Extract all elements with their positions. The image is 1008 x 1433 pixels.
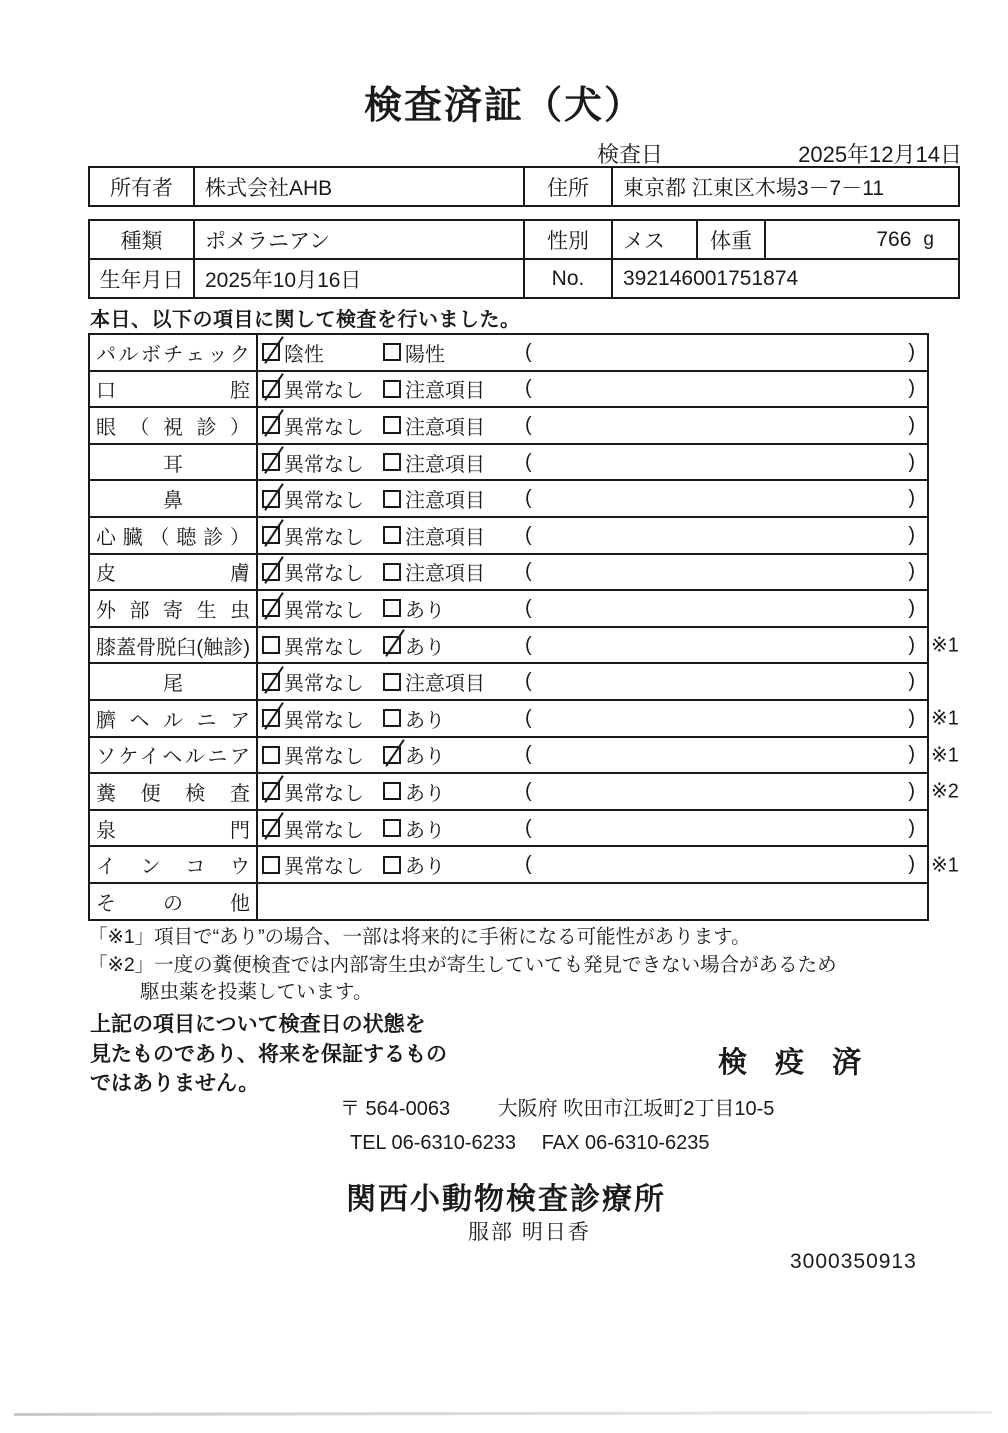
checklist-row-body [258,591,927,626]
checklist-item-label-text: 皮膚 [96,563,250,586]
checklist-option [383,411,525,440]
checklist-option [383,484,525,513]
remarks-paren-close: ) [908,779,915,802]
checklist-option-label: 陰性 [284,343,324,366]
remarks-paren-close: ) [908,340,915,363]
clinic-tel: TEL 06-6310-6233 [350,1132,517,1154]
checklist-row [90,518,927,555]
checklist-option [383,850,525,879]
checklist-option-label: 異常なし [284,782,364,805]
disclaimer-line-2: 見たものであり、将来を保証するもの [90,1042,447,1066]
pet-table [88,219,960,299]
clinic-name: 関西小動物検査診療所 [346,1183,666,1216]
checklist-option-label: 注意項目 [405,563,485,586]
checklist-option [383,557,525,586]
checklist-option-label: あり [405,782,445,805]
quarantine-passed-stamp: 検 疫 済 [718,1047,872,1079]
remarks-paren-open: ( [525,487,532,510]
remarks-paren-open: ( [525,816,532,839]
weight-unit: g [923,228,934,250]
checklist-row-body [258,811,927,846]
checklist-option-label: 異常なし [284,526,364,549]
footnotes [88,924,837,1007]
checkbox-unchecked-icon[interactable] [383,563,401,581]
checklist-option-label: 異常なし [284,380,364,403]
checklist-row [90,701,959,738]
checkbox-checked-icon[interactable] [262,526,280,544]
checkbox-checked-icon[interactable] [262,453,280,471]
checkbox-unchecked-icon[interactable] [383,599,401,617]
checklist-item-label [90,738,258,773]
remarks-paren-close: ) [908,487,915,510]
checklist-option-label: 異常なし [284,416,364,439]
checklist-option-label: あり [405,636,445,659]
breed-label: 種類 [90,221,195,258]
checklist-row-body [258,555,927,590]
checklist-option-label: 異常なし [284,746,364,769]
footnote-mark: ※1 [931,854,959,877]
checklist-row [90,445,927,482]
remarks-paren-open: ( [525,596,532,619]
checklist-item-label-text: 心臓（聴診） [96,526,250,549]
footnote-mark: ※1 [931,744,959,767]
checklist-item-label-text: 眼（視診） [96,416,250,439]
checklist-row [90,335,927,372]
sex-value: メス [613,221,698,258]
pet-table-row-2 [90,260,958,297]
checklist-option [383,667,525,696]
checklist-option [262,777,383,806]
checklist-row-body [258,445,927,480]
checklist-option-label: あり [405,819,445,842]
checklist-item-label [90,335,258,370]
number-value: 392146001751874 [623,266,799,290]
checkbox-checked-icon[interactable] [262,709,280,727]
checklist-option [383,631,525,660]
checkbox-checked-icon[interactable] [262,599,280,617]
checkbox-checked-icon[interactable] [262,819,280,837]
checklist-option-label: 異常なし [284,599,364,622]
checklist-item-label [90,811,258,846]
remarks-paren-open: ( [525,560,532,583]
footnote-mark: ※2 [931,780,959,803]
weight-number: 766 [876,227,912,251]
checkbox-unchecked-icon[interactable] [383,673,401,691]
checklist-item-label [90,628,258,663]
checklist-item-label-text: インコウ [96,856,250,879]
checklist-option-label: 注意項目 [405,453,485,476]
remarks-paren-close: ) [908,450,915,473]
checklist-option [383,814,525,843]
checklist-option [262,448,383,477]
checkbox-unchecked-icon[interactable] [383,819,401,837]
checklist-item-label [90,481,258,516]
checklist-item-label-text: 外部寄生虫 [96,599,250,622]
checklist-row [90,738,959,775]
checkbox-checked-icon[interactable] [383,746,401,764]
checklist-option-label: あり [405,746,445,769]
checklist-option-label: あり [405,599,445,622]
remarks-paren-close: ) [908,560,915,583]
remarks-paren-open: ( [525,706,532,729]
checklist-row [90,664,927,701]
birthdate-value: 2025年10月16日 [195,260,525,297]
weight-label: 体重 [698,221,766,258]
checklist-item-label [90,408,258,443]
owner-table [88,166,960,207]
checklist-option-label: 注意項目 [405,526,485,549]
checklist-option [262,521,383,550]
checklist-row-body [258,847,927,882]
checklist-item-label-text: 泉門 [96,819,250,842]
footnote-mark: ※1 [931,707,959,730]
footnote-2: 「※2」一度の糞便検査では内部寄生虫が寄生していても発見できない場合があるため [88,953,837,976]
number-label: No. [525,260,613,297]
checklist-item-label [90,847,258,882]
document-number: 3000350913 [790,1250,917,1273]
remarks-paren-open: ( [525,377,532,400]
checklist-item-label [90,774,258,809]
remarks-paren-close: ) [908,853,915,876]
pet-table-row-1 [90,221,958,260]
inspection-date-value: 2025年12月14日 [798,142,962,167]
checklist-row-body [258,774,927,809]
remarks-paren-open: ( [525,450,532,473]
remarks-paren-open: ( [525,633,532,656]
checklist-option [383,594,525,623]
remarks-paren-close: ) [908,377,915,400]
checklist-option [262,484,383,513]
veterinarian-name: 服部 明日香 [468,1221,591,1244]
checkbox-checked-icon[interactable] [383,636,401,654]
checklist-item-label [90,591,258,626]
checklist-row-body [258,408,927,443]
footnote-1: 「※1」項目で“あり”の場合、一部は将来的に手術になる可能性があります。 [88,926,751,948]
checklist-option [383,704,525,733]
checklist-option-label: 注意項目 [405,490,485,513]
checkbox-unchecked-icon[interactable] [383,856,401,874]
checklist-row [90,884,927,919]
checklist-row-body [258,884,927,919]
checkbox-checked-icon[interactable] [262,343,280,361]
checkbox-checked-icon[interactable] [262,380,280,398]
checklist-option [262,850,383,879]
scan-edge-artifact [14,1411,992,1416]
checklist-option [262,411,383,440]
checklist-option [262,338,383,367]
checklist-item-label-text: 鼻 [163,490,183,513]
checklist-row-body [258,701,927,736]
owner-value: 株式会社AHB [195,168,525,205]
checklist-row [90,591,927,628]
checklist-row-body [258,738,927,773]
checkbox-unchecked-icon[interactable] [383,380,401,398]
checklist-row-body [258,372,927,407]
remarks-paren-close: ) [908,743,915,766]
clinic-address-line [340,1092,774,1121]
checkbox-checked-icon[interactable] [262,673,280,691]
checklist-option-label: 異常なし [284,856,364,879]
remarks-paren-close: ) [908,816,915,839]
checklist-item-label [90,664,258,699]
checklist-row-body [258,335,927,370]
address-value: 東京都 江東区木場3－7－11 [623,176,884,200]
remarks-paren-close: ) [908,596,915,619]
checkbox-unchecked-icon[interactable] [383,343,401,361]
checklist-option-label: 異常なし [284,819,364,842]
remarks-paren-open: ( [525,523,532,546]
intro-text: 本日、以下の項目に関して検査を行いました。 [90,309,521,331]
clinic-phone-line [350,1132,710,1155]
remarks-paren-close: ) [908,706,915,729]
disclaimer-line-3: ではありません。 [90,1072,260,1095]
checklist-item-label-text: その他 [96,892,250,915]
checkbox-unchecked-icon[interactable] [383,526,401,544]
remarks-paren-open: ( [525,779,532,802]
checkbox-unchecked-icon[interactable] [262,856,280,874]
checkbox-unchecked-icon[interactable] [383,416,401,434]
checklist-option-label: 異常なし [284,490,364,513]
checklist-item-label-text: 耳 [163,453,183,476]
checklist-option [383,777,525,806]
checklist-option [383,740,525,769]
remarks-paren-open: ( [525,340,532,363]
checklist-item-label-text: 尾 [163,673,183,696]
checklist-option [262,631,383,660]
checklist-option-label: 注意項目 [405,380,485,403]
checklist-option [262,594,383,623]
remarks-paren-open: ( [525,670,532,693]
checklist-option [383,521,525,550]
checklist-row-body [258,664,927,699]
checklist-option [262,814,383,843]
checklist-row-body [258,518,927,553]
checklist-option-label: 注意項目 [405,673,485,696]
weight-value [766,221,958,258]
checklist-row [90,408,927,445]
birthdate-label: 生年月日 [90,260,195,297]
sex-label: 性別 [525,221,613,258]
remarks-paren-open: ( [525,853,532,876]
checkbox-unchecked-icon[interactable] [262,636,280,654]
checklist-item-label [90,445,258,480]
checklist-option-label: 異常なし [284,709,364,732]
inspection-date-label: 検査日 [597,142,664,167]
checklist-item-label-text: ソケイヘルニア [96,746,250,769]
checkbox-unchecked-icon[interactable] [383,490,401,508]
checklist-option [262,740,383,769]
checklist-option [383,374,525,403]
checklist-item-label-text: 口腔 [96,380,250,403]
disclaimer-line-1: 上記の項目について検査日の状態を [90,1013,426,1036]
checklist-option [383,448,525,477]
clinic-fax: FAX 06-6310-6235 [541,1132,710,1154]
checklist-item-label [90,701,258,736]
checkbox-checked-icon[interactable] [262,782,280,800]
checklist-option [262,704,383,733]
checkbox-unchecked-icon[interactable] [383,709,401,727]
checklist-option-label: 異常なし [284,673,364,696]
remarks-paren-close: ) [908,633,915,656]
checkbox-checked-icon[interactable] [262,416,280,434]
disclaimer-text [90,1010,447,1099]
checklist-option [262,557,383,586]
remarks-paren-close: ) [908,670,915,693]
checklist-row [90,811,927,848]
checklist-item-label [90,372,258,407]
checklist-option-label: あり [405,709,445,732]
checklist-item-label-text: 膝蓋骨脱臼(触診) [96,636,250,659]
checklist-item-label [90,884,258,919]
checklist-row-body [258,628,927,663]
checklist-option [383,338,525,367]
checklist-item-label-text: 臍ヘルニア [96,709,250,732]
checklist-option-label: 異常なし [284,636,364,659]
checkbox-unchecked-icon[interactable] [383,453,401,471]
checklist-row [90,555,927,592]
checklist-row [90,481,927,518]
checklist-item-label-text: パルボチェック [96,343,250,366]
owner-label: 所有者 [90,168,195,205]
address-label: 住所 [525,168,613,205]
checklist-row [90,847,959,884]
remarks-paren-open: ( [525,743,532,766]
clinic-address: 大阪府 吹田市江坂町2丁目10-5 [497,1098,775,1120]
clinic-postal-code: 〒 564-0063 [340,1098,451,1120]
checklist-item-label [90,555,258,590]
checklist-item-label [90,518,258,553]
checklist-option [262,374,383,403]
checklist-row [90,774,959,811]
checkbox-checked-icon[interactable] [262,563,280,581]
breed-value: ポメラニアン [195,221,525,258]
checklist-row-body [258,481,927,516]
checklist-option-label: 異常なし [284,563,364,586]
footnote-mark: ※1 [931,634,959,657]
checklist-option-label: 異常なし [284,453,364,476]
checkbox-checked-icon[interactable] [262,490,280,508]
footnote-2-continued: 駆虫薬を投薬しています。 [140,981,373,1003]
checklist-row [90,628,959,665]
document-title: 検査済証（犬） [363,85,644,127]
checklist-option-label: 陽性 [405,343,445,366]
checklist-table [88,333,959,921]
checkbox-unchecked-icon[interactable] [383,782,401,800]
checklist-row [90,372,927,409]
remarks-paren-close: ) [908,523,915,546]
remarks-paren-open: ( [525,413,532,436]
checklist-item-label-text: 糞便検査 [96,782,250,805]
checkbox-unchecked-icon[interactable] [262,746,280,764]
checklist-option [262,667,383,696]
remarks-paren-close: ) [908,413,915,436]
checklist-option-label: 注意項目 [405,416,485,439]
checklist-option-label: あり [405,856,445,879]
